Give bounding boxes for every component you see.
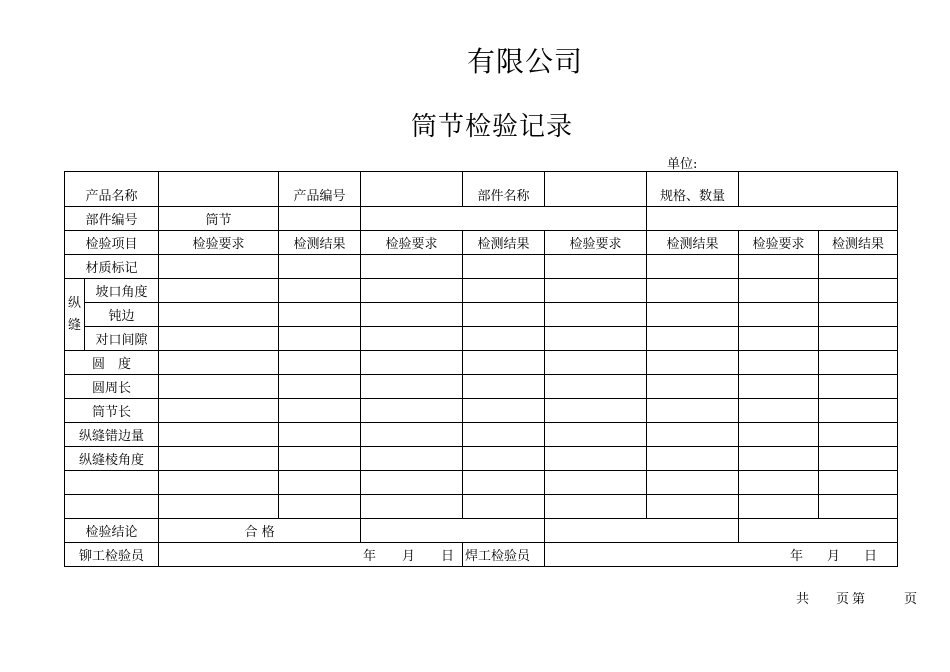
table-row <box>65 423 898 447</box>
row-label-material: 材质标记 <box>65 255 159 279</box>
row-label-blunt: 钝边 <box>85 303 159 327</box>
conclusion-cell-2[interactable] <box>361 519 545 543</box>
row-label-circumference: 圆周长 <box>65 375 159 399</box>
seam-char-1: 纵 <box>67 295 81 311</box>
table-row <box>65 471 898 495</box>
page-footer <box>796 588 917 607</box>
welder-label: 焊工检验员 <box>463 543 545 567</box>
table-row <box>65 172 898 207</box>
part-no-cell[interactable] <box>279 207 361 231</box>
part-name-label: 部件名称 <box>463 172 545 207</box>
row-label-length: 筒节长 <box>65 399 159 423</box>
row-label-misalign: 纵缝错边量 <box>65 423 159 447</box>
company-name: 有限公司 <box>466 45 583 78</box>
table-row <box>65 519 898 543</box>
table-row <box>65 255 898 279</box>
seam-char-2: 缝 <box>67 317 81 333</box>
year-label: 年 <box>363 549 377 564</box>
table-row <box>65 447 898 471</box>
conclusion-cell-3[interactable] <box>545 519 739 543</box>
footer-total: 共 <box>796 592 810 607</box>
table-row <box>65 375 898 399</box>
col-header-res-1: 检测结果 <box>279 231 361 255</box>
product-name-label: 产品名称 <box>65 172 159 207</box>
table-row <box>65 207 898 231</box>
part-name-value[interactable] <box>545 172 647 207</box>
inspection-table <box>64 171 898 567</box>
part-no-value[interactable] <box>361 207 647 231</box>
day-label: 日 <box>864 549 878 564</box>
table-row <box>65 327 898 351</box>
product-name-value[interactable] <box>159 172 279 207</box>
product-no-label: 产品编号 <box>279 172 361 207</box>
table-row <box>65 351 898 375</box>
section-label: 筒节 <box>159 207 279 231</box>
col-header-req-3: 检验要求 <box>545 231 647 255</box>
month-label: 月 <box>826 549 840 564</box>
col-header-req-2: 检验要求 <box>361 231 463 255</box>
spec-qty-value[interactable] <box>739 172 898 207</box>
col-header-req-4: 检验要求 <box>739 231 819 255</box>
product-no-value[interactable] <box>361 172 463 207</box>
riveter-date[interactable] <box>159 543 463 567</box>
row-label-bevel: 坡口角度 <box>85 279 159 303</box>
table-row <box>65 303 898 327</box>
footer-page: 页 <box>836 592 850 607</box>
table-row <box>65 399 898 423</box>
conclusion-value[interactable]: 合 格 <box>159 519 361 543</box>
day-label: 日 <box>440 549 454 564</box>
col-header-res-3: 检测结果 <box>647 231 739 255</box>
row-group-seam <box>65 279 85 351</box>
table-row <box>65 543 898 567</box>
row-label-gap: 对口间隙 <box>85 327 159 351</box>
unit-label: 单位: <box>667 157 698 172</box>
conclusion-label: 检验结论 <box>65 519 159 543</box>
document-title: 筒节检验记录 <box>410 112 573 142</box>
col-header-item: 检验项目 <box>65 231 159 255</box>
footer-no: 第 <box>852 592 866 607</box>
row-label-roundness: 圆 度 <box>65 351 159 375</box>
month-label: 月 <box>402 549 416 564</box>
table-row <box>65 231 898 255</box>
table-row <box>65 279 898 303</box>
welder-date[interactable] <box>545 543 898 567</box>
table-row <box>65 495 898 519</box>
row-label-blank-2[interactable] <box>65 495 159 519</box>
col-header-res-4: 检测结果 <box>819 231 898 255</box>
riveter-label: 铆工检验员 <box>65 543 159 567</box>
row-label-blank-1[interactable] <box>65 471 159 495</box>
year-label: 年 <box>789 549 803 564</box>
part-no-extra[interactable] <box>647 207 898 231</box>
row-label-peak: 纵缝棱角度 <box>65 447 159 471</box>
footer-page2: 页 <box>904 592 918 607</box>
spec-qty-label: 规格、数量 <box>647 172 739 207</box>
part-no-label: 部件编号 <box>65 207 159 231</box>
conclusion-cell-4[interactable] <box>739 519 898 543</box>
col-header-req-1: 检验要求 <box>159 231 279 255</box>
col-header-res-2: 检测结果 <box>463 231 545 255</box>
